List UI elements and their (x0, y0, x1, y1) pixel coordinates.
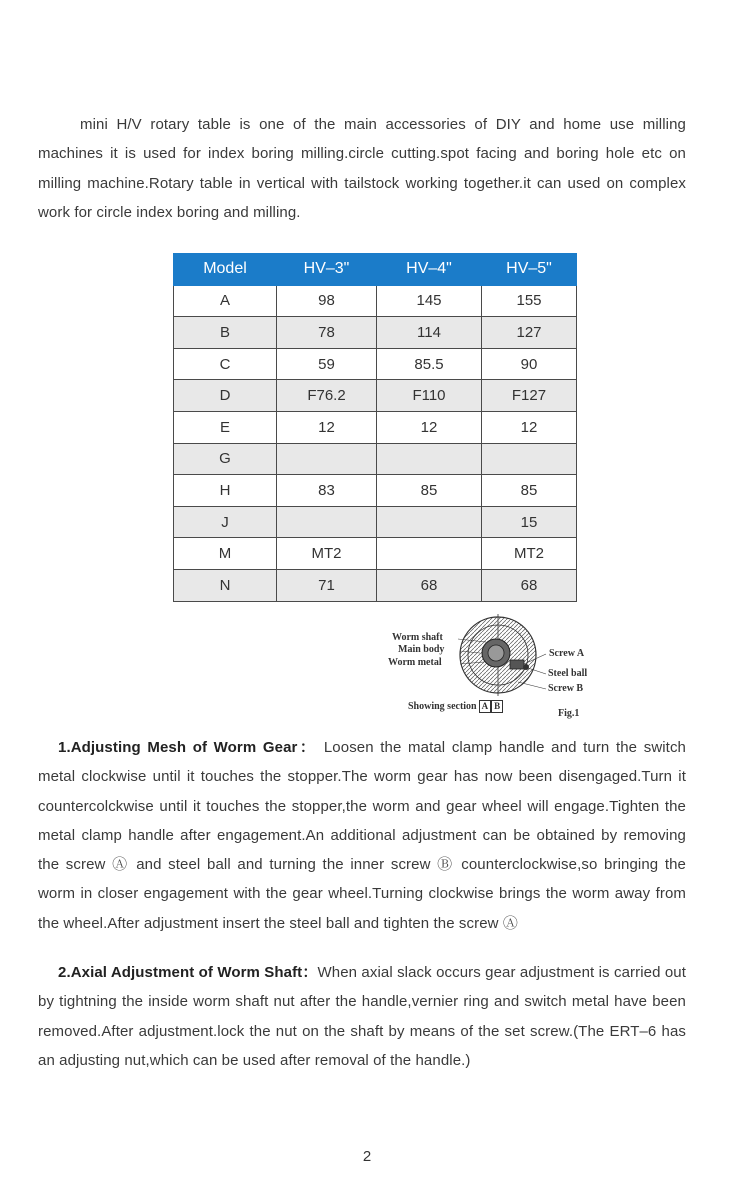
table-cell: D (174, 380, 277, 412)
table-cell: F110 (377, 380, 482, 412)
showing-section-text: Showing section (408, 701, 477, 712)
page-number: 2 (362, 1148, 372, 1165)
table-row (174, 380, 577, 412)
table-cell: 83 (277, 475, 377, 507)
table-cell: 68 (377, 569, 482, 601)
table-cell: E (174, 411, 277, 443)
table-cell: N (174, 569, 277, 601)
header-model: Model (174, 254, 277, 286)
table-cell: 78 (277, 317, 377, 349)
label-worm-shaft: Worm shaft (392, 632, 443, 643)
worm-gear-figure (386, 612, 636, 724)
table-row (174, 443, 577, 475)
table-cell: G (174, 443, 277, 475)
table-cell: 12 (277, 411, 377, 443)
table-cell: B (174, 317, 277, 349)
table-cell (377, 506, 482, 538)
intro-text: mini H/V rotary table is one of the main accessories of DIY and home use milling machines it is used for index boring milling.circle cutting.spot facing and boring hole etc on milling machine.Rotary table in vertical with tailstock working together.it can used on complex work for circle index boring and milling. (38, 116, 686, 221)
table-cell: 12 (377, 411, 482, 443)
label-screw-b: Screw B (548, 683, 584, 694)
table-cell: 155 (482, 285, 577, 317)
table-cell: 15 (482, 506, 577, 538)
table-cell: J (174, 506, 277, 538)
table-cell: F76.2 (277, 380, 377, 412)
section-1-text: Loosen the matal clamp handle and turn the switch metal clockwise until it touches the stopper.The worm gear has now been disengaged.Turn it countercolckwise until it touches the stopper,the worm and gear wheel will engage.Tighten the metal clamp handle after engagement.An additional adjustment can be obtained by removing the screw Ⓐ and steel ball and turning the inner screw Ⓑ counterclockwise,so bringing the worm in closer engagement with the gear wheel.Turning clockwise brings the worm away from the wheel.After adjustment insert the steel ball and tighten the screw Ⓐ (38, 739, 686, 932)
section-box-a: A (479, 700, 492, 713)
figure-caption: Fig.1 (558, 708, 580, 719)
section-box-b: B (491, 700, 503, 713)
section-1-heading: 1.Adjusting Mesh of Worm Gear： (58, 739, 318, 756)
table-cell: 68 (482, 569, 577, 601)
section-2-heading: 2.Axial Adjustment of Worm Shaft： (58, 964, 318, 981)
table-cell: 71 (277, 569, 377, 601)
table-cell: 12 (482, 411, 577, 443)
table-cell: MT2 (277, 538, 377, 570)
table-cell (482, 443, 577, 475)
section-1 (38, 733, 686, 938)
table-row (174, 411, 577, 443)
header-hv4: HV–4" (377, 254, 482, 286)
label-steel-ball: Steel ball (548, 668, 588, 679)
label-screw-a: Screw A (549, 648, 585, 659)
table-row (174, 475, 577, 507)
table-row (174, 569, 577, 601)
table-cell: F127 (482, 380, 577, 412)
label-main-body: Main body (398, 644, 445, 655)
table-row (174, 317, 577, 349)
table-cell: 90 (482, 348, 577, 380)
table-cell (277, 443, 377, 475)
table-cell: 127 (482, 317, 577, 349)
label-showing-section (408, 700, 503, 713)
table-cell: MT2 (482, 538, 577, 570)
table-cell: 85 (377, 475, 482, 507)
table-cell (277, 506, 377, 538)
table-cell: 59 (277, 348, 377, 380)
table-row (174, 506, 577, 538)
table-row (174, 348, 577, 380)
header-hv5: HV–5" (482, 254, 577, 286)
header-hv3: HV–3" (277, 254, 377, 286)
table-cell: 85 (482, 475, 577, 507)
intro-paragraph (38, 110, 686, 227)
spec-table-header (174, 254, 577, 286)
table-cell (377, 538, 482, 570)
table-cell: 85.5 (377, 348, 482, 380)
table-cell: A (174, 285, 277, 317)
section-2 (38, 958, 686, 1075)
label-worm-metal: Worm metal (388, 657, 442, 668)
table-cell: C (174, 348, 277, 380)
table-cell: M (174, 538, 277, 570)
section-2-text: When axial slack occurs gear adjustment is carried out by tightning the inside worm shaft nut after the handle,vernier ring and switch metal have been removed.After adjustment.lock the nut on the shaft by means of the set screw.(The ERT–6 has an adjusting nut,which can be used after removal of the handle.) (38, 964, 686, 1069)
table-row (174, 538, 577, 570)
table-cell: 98 (277, 285, 377, 317)
table-row (174, 285, 577, 317)
table-cell: 114 (377, 317, 482, 349)
spec-table (173, 253, 577, 602)
table-cell (377, 443, 482, 475)
table-cell: 145 (377, 285, 482, 317)
table-cell: H (174, 475, 277, 507)
